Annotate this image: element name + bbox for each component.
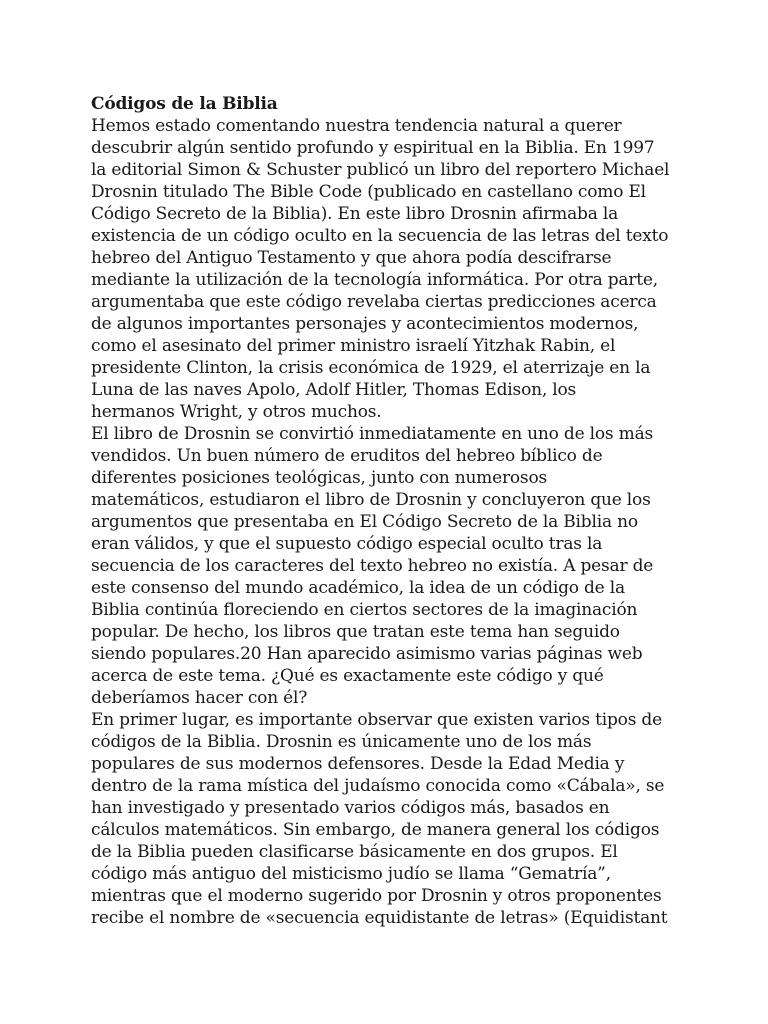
text-line: siendo populares.20 Han aparecido asimismo varias páginas web — [91, 644, 643, 664]
text-line: Drosnin titulado The Bible Code (publicado en castellano como El — [91, 182, 646, 202]
text-line: deberíamos hacer con él? — [91, 688, 308, 708]
text-line: argumentos que presentaba en El Código Secreto de la Biblia no — [91, 512, 638, 532]
text-line: mediante la utilización de la tecnología informática. Por otra parte, — [91, 270, 658, 290]
document-page — [91, 93, 711, 929]
text-line: Luna de las naves Apolo, Adolf Hitler, Thomas Edison, los — [91, 380, 577, 400]
text-line: presidente Clinton, la crisis económica de 1929, el aterrizaje en la — [91, 358, 651, 378]
text-line: descubrir algún sentido profundo y espiritual en la Biblia. En 1997 — [91, 138, 655, 158]
document-body — [91, 115, 711, 929]
text-line: eran válidos, y que el supuesto código especial oculto tras la — [91, 534, 603, 554]
text-line: argumentaba que este código revelaba ciertas predicciones acerca — [91, 292, 657, 312]
text-line: hebreo del Antiguo Testamento y que ahora podía descifrarse — [91, 248, 612, 268]
text-line: diferentes posiciones teológicas, junto con numerosos — [91, 468, 548, 488]
text-line: secuencia de los caracteres del texto hebreo no existía. A pesar de — [91, 556, 654, 576]
text-line: mientras que el moderno sugerido por Drosnin y otros proponentes — [91, 886, 662, 906]
text-line: En primer lugar, es importante observar que existen varios tipos de — [91, 710, 662, 730]
text-line: vendidos. Un buen número de eruditos del hebreo bíblico de — [91, 446, 603, 466]
text-line: Código Secreto de la Biblia). En este libro Drosnin afirmaba la — [91, 204, 619, 224]
text-line: matemáticos, estudiaron el libro de Drosnin y concluyeron que los — [91, 490, 651, 510]
text-line: acerca de este tema. ¿Qué es exactamente este código y qué — [91, 666, 604, 686]
text-line: popular. De hecho, los libros que tratan este tema han seguido — [91, 622, 620, 642]
document-title: Códigos de la Biblia — [91, 94, 278, 114]
text-line: populares de sus modernos defensores. Desde la Edad Media y — [91, 754, 625, 774]
text-line: de la Biblia pueden clasificarse básicamente en dos grupos. El — [91, 842, 618, 862]
text-line: El libro de Drosnin se convirtió inmediatamente en uno de los más — [91, 424, 654, 444]
text-line: hermanos Wright, y otros muchos. — [91, 402, 382, 422]
text-line: código más antiguo del misticismo judío se llama “Gematría”, — [91, 864, 611, 884]
text-line: dentro de la rama mística del judaísmo conocida como «Cábala», se — [91, 776, 665, 796]
text-line: existencia de un código oculto en la secuencia de las letras del texto — [91, 226, 669, 246]
text-line: como el asesinato del primer ministro israelí Yitzhak Rabin, el — [91, 336, 616, 356]
text-line: han investigado y presentado varios códigos más, basados en — [91, 798, 610, 818]
text-line: Biblia continúa floreciendo en ciertos sectores de la imaginación — [91, 600, 638, 620]
text-line: recibe el nombre de «secuencia equidistante de letras» (Equidistant — [91, 908, 668, 928]
text-line: Hemos estado comentando nuestra tendencia natural a querer — [91, 116, 622, 136]
text-line: este consenso del mundo académico, la idea de un código de la — [91, 578, 625, 598]
text-line: cálculos matemáticos. Sin embargo, de manera general los códigos — [91, 820, 660, 840]
text-line: de algunos importantes personajes y acontecimientos modernos, — [91, 314, 639, 334]
text-line: la editorial Simon & Schuster publicó un libro del reportero Michael — [91, 160, 670, 180]
text-line: códigos de la Biblia. Drosnin es únicamente uno de los más — [91, 732, 592, 752]
